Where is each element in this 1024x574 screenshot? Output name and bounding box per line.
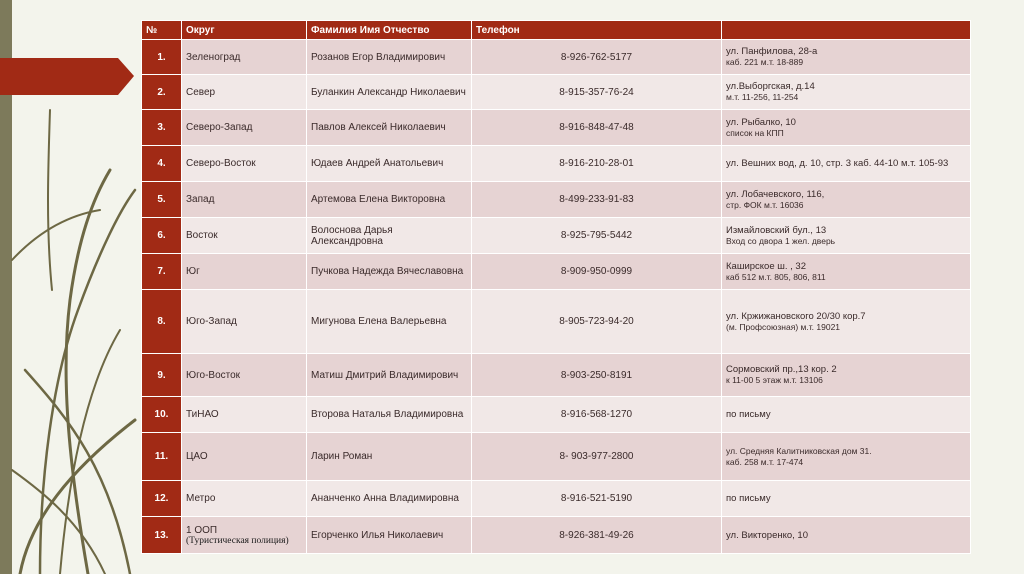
row-address [722,254,971,290]
row-name: Розанов Егор Владимирович [307,40,472,75]
table-row [142,218,971,254]
row-number: 9. [142,354,182,397]
table-row [142,75,971,110]
row-phone: 8-916-521-5190 [472,481,722,517]
row-address [722,397,971,433]
row-number: 6. [142,218,182,254]
address-line: ул. Рыбалко, 10 [726,116,796,128]
row-name: Егорченко Илья Николаевич [307,517,472,554]
row-phone: 8-926-381-49-26 [472,517,722,554]
row-district: Зеленоград [182,40,307,75]
row-phone: 8- 903-977-2800 [472,433,722,481]
row-district: ТиНАО [182,397,307,433]
row-address [722,354,971,397]
table-row [142,354,971,397]
row-address [722,218,971,254]
address-detail: стр. ФОК м.т. 16036 [726,199,804,210]
row-name: Артемова Елена Викторовна [307,182,472,218]
header-phone: Телефон [472,21,722,40]
row-name: Павлов Алексей Николаевич [307,110,472,146]
row-name: Мигунова Елена Валерьевна [307,290,472,354]
row-phone: 8-916-848-47-48 [472,110,722,146]
row-address [722,182,971,218]
row-number: 2. [142,75,182,110]
row-name: Пучкова Надежда Вячеславовна [307,254,472,290]
row-phone: 8-905-723-94-20 [472,290,722,354]
row-district: Юг [182,254,307,290]
header-address [722,21,971,40]
row-phone: 8-909-950-0999 [472,254,722,290]
address-detail: каб 512 м.т. 805, 806, 811 [726,271,826,282]
address-line: Сормовский пр.,13 кор. 2 [726,364,837,375]
address-line: ул. Лобачевского, 116, [726,188,825,200]
row-name: Буланкин Александр Николаевич [307,75,472,110]
header-district: Округ [182,21,307,40]
address-line: ул. Вешних вод, д. 10, стр. 3 каб. 44-10 м.т. 105-93 [726,158,949,169]
table-row [142,433,971,481]
row-phone: 8-915-357-76-24 [472,75,722,110]
row-name: Волоснова Дарья Александровна [307,218,472,254]
address-line: ул. Викторенко, 10 [726,529,809,541]
row-number: 4. [142,146,182,182]
row-district: Юго-Восток [182,354,307,397]
row-address [722,290,971,354]
row-number: 8. [142,290,182,354]
row-name: Матиш Дмитрий Владимирович [307,354,472,397]
row-number: 1. [142,40,182,75]
district-note: (Туристическая полиция) [186,535,289,546]
row-phone: 8-499-233-91-83 [472,182,722,218]
row-district: ЦАО [182,433,307,481]
table-header [142,21,971,40]
row-number: 10. [142,397,182,433]
row-number: 7. [142,254,182,290]
address-detail: к 11-00 5 этаж м.т. 13106 [726,375,823,385]
row-district [182,517,307,554]
row-address [722,75,971,110]
row-address [722,433,971,481]
address-line: ул. Кржижановского 20/30 кор.7 [726,310,866,322]
table-row [142,397,971,433]
row-address [722,146,971,182]
row-district: Запад [182,182,307,218]
row-number: 13. [142,517,182,554]
row-district: Север [182,75,307,110]
address-line: по письму [726,493,771,504]
row-name: Второва Наталья Владимировна [307,397,472,433]
district-label: 1 ООП [186,524,218,536]
row-address [722,40,971,75]
contacts-table [141,20,971,554]
row-district: Северо-Восток [182,146,307,182]
address-detail: каб. 258 м.т. 17-474 [726,456,804,467]
decorative-grass-lines [12,110,135,574]
row-phone: 8-916-568-1270 [472,397,722,433]
header-name: Фамилия Имя Отчество [307,21,472,40]
row-district: Восток [182,218,307,254]
address-line: по письму [726,409,771,420]
header-num: № [142,21,182,40]
row-phone: 8-925-795-5442 [472,218,722,254]
table-body [142,40,971,554]
decorative-arrow [0,58,134,95]
row-district: Юго-Запад [182,290,307,354]
table-row [142,40,971,75]
address-detail: Вход со двора 1 жел. дверь [726,235,836,246]
row-address [722,481,971,517]
address-line: ул.Выборгская, д.14 [726,81,815,92]
address-detail: каб. 221 м.т. 18-889 [726,57,804,67]
row-name: Ананченко Анна Владимировна [307,481,472,517]
address-line: Измайловский бул., 13 [726,224,827,236]
address-line: ул. Панфилова, 28-а [726,46,818,57]
row-name: Ларин Роман [307,433,472,481]
table-row [142,290,971,354]
row-number: 11. [142,433,182,481]
row-number: 12. [142,481,182,517]
table-row [142,110,971,146]
row-name: Юдаев Андрей Анатольевич [307,146,472,182]
address-detail: список на КПП [726,127,784,138]
table-row [142,517,971,554]
row-district: Северо-Запад [182,110,307,146]
table-row [142,146,971,182]
row-phone: 8-926-762-5177 [472,40,722,75]
address-detail: м.т. 11-256, 11-254 [726,92,799,102]
address-line: Каширское ш. , 32 [726,260,806,272]
row-phone: 8-903-250-8191 [472,354,722,397]
address-line: ул. Средняя Калитниковская дом 31. [726,445,872,456]
table-row [142,254,971,290]
row-number: 3. [142,110,182,146]
row-phone: 8-916-210-28-01 [472,146,722,182]
table-row [142,481,971,517]
table-row [142,182,971,218]
row-number: 5. [142,182,182,218]
row-address [722,110,971,146]
row-district: Метро [182,481,307,517]
row-address [722,517,971,554]
address-detail: (м. Профсоюзная) м.т. 19021 [726,321,841,332]
